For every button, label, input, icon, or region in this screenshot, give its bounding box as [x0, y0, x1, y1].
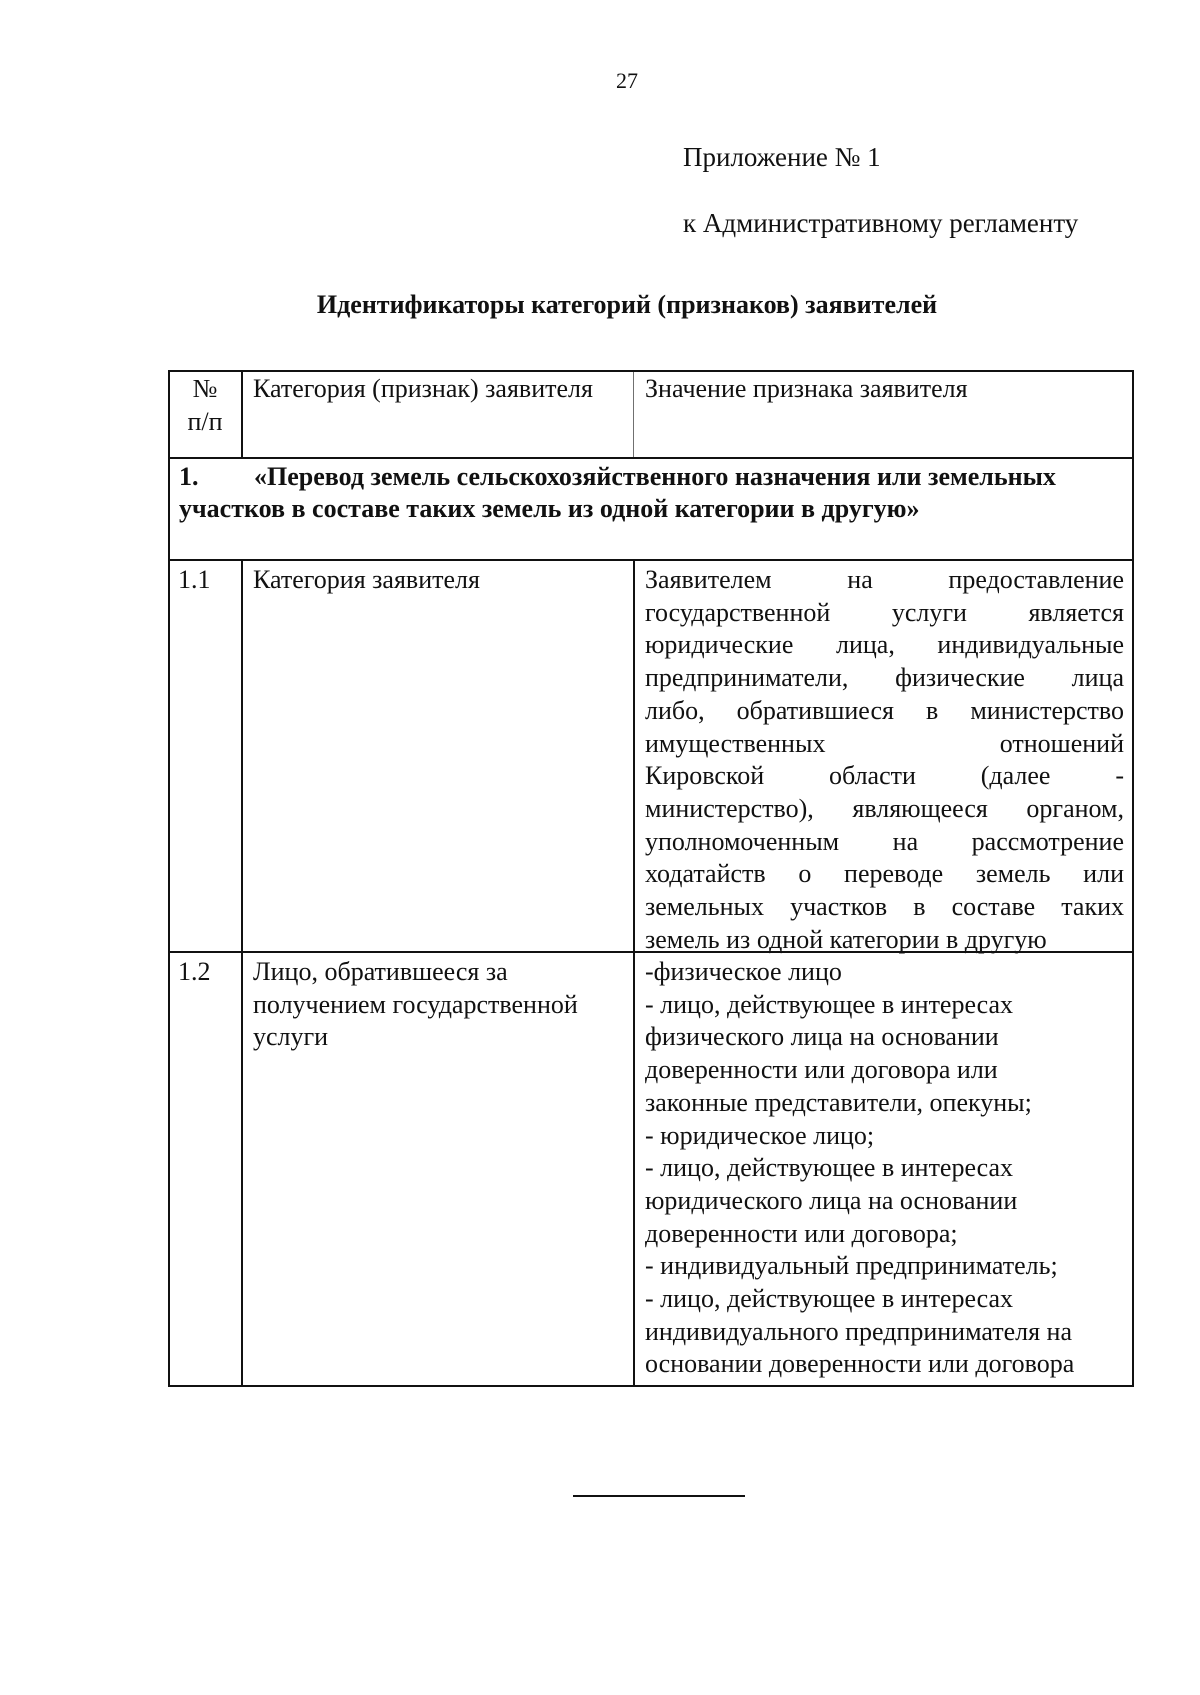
table-col-divider-1	[241, 370, 243, 459]
row-value-line: -физическое лицо	[645, 957, 842, 986]
row-value-line: индивидуального предпринимателя на	[645, 1316, 1073, 1346]
table-border-right	[1132, 370, 1134, 1387]
table-col-divider-2	[633, 370, 634, 459]
row-value-line: юридического лица на основании	[645, 1185, 1018, 1215]
row-value-line: государственной услуги является	[645, 597, 1124, 627]
table-border-section-bottom	[168, 559, 1134, 561]
page-number: 27	[616, 68, 638, 93]
row-value-line: физического лица на основании	[645, 1022, 999, 1052]
row-value-line: - юридическое лицо;	[645, 1120, 875, 1150]
section-number: 1.	[179, 462, 199, 491]
appendix-number: Приложение № 1	[683, 142, 881, 172]
row-value-line: доверенности или договора;	[645, 1218, 958, 1248]
row-value-line: Заявителем на предоставление	[645, 565, 1124, 594]
row-value-line: земель из одной категории в другую	[645, 924, 1047, 954]
table-col-divider-1-body	[241, 559, 243, 1387]
row-value-line: - лицо, действующее в интересах	[645, 1153, 1014, 1183]
row-value	[645, 564, 1124, 956]
row-value-line: юридические лица, индивидуальные	[645, 630, 1124, 660]
row-value-line: министерство), являющееся органом,	[645, 793, 1124, 823]
row-value-line: либо, обратившиеся в министерство	[645, 695, 1124, 725]
row-value-line: - индивидуальный предприниматель;	[645, 1251, 1058, 1281]
row-value-line: - лицо, действующее в интересах	[645, 1284, 1014, 1314]
row-value-line: уполномоченным на рассмотрение	[645, 826, 1124, 856]
row-value-line: основании доверенности или договора	[645, 1349, 1075, 1379]
table-border-header-bottom	[168, 457, 1134, 459]
row-value-line: законные представители, опекуны;	[645, 1087, 1032, 1117]
footer-separator-line	[573, 1495, 745, 1497]
row-value-line: земельных участков в составе таких	[645, 892, 1124, 922]
row-value-line: предприниматели, физические лица	[645, 663, 1124, 693]
row-value-line: имущественных отношений	[645, 728, 1124, 758]
section-row	[179, 461, 1124, 525]
header-number: № п/п	[187, 374, 223, 436]
row-number: 1.2	[178, 957, 211, 986]
row-value-line: доверенности или договора или	[645, 1055, 998, 1085]
row-number: 1.1	[178, 565, 211, 594]
row-category: Лицо, обратившееся за получением государственной услуги	[253, 957, 578, 1052]
row-value	[645, 956, 1125, 1381]
table-col-divider-2-body	[633, 559, 635, 1387]
row-category: Категория заявителя	[253, 565, 480, 594]
table-border-bottom	[168, 1385, 1134, 1387]
section-title: «Перевод земель сельскохозяйственного назначения или земельных участков в составе таких земель из одной категории в другую»	[179, 462, 1056, 523]
row-value-line: ходатайств о переводе земель или	[645, 859, 1124, 889]
row-value-line: Кировской области (далее -	[645, 761, 1124, 791]
header-value: Значение признака заявителя	[645, 374, 968, 403]
document-title: Идентификаторы категорий (признаков) заявителей	[316, 290, 938, 319]
header-category: Категория (признак) заявителя	[253, 374, 593, 403]
table-border-left	[168, 370, 170, 1387]
appendix-reference: к Административному регламенту	[683, 208, 1079, 238]
row-value-line: - лицо, действующее в интересах	[645, 989, 1014, 1019]
